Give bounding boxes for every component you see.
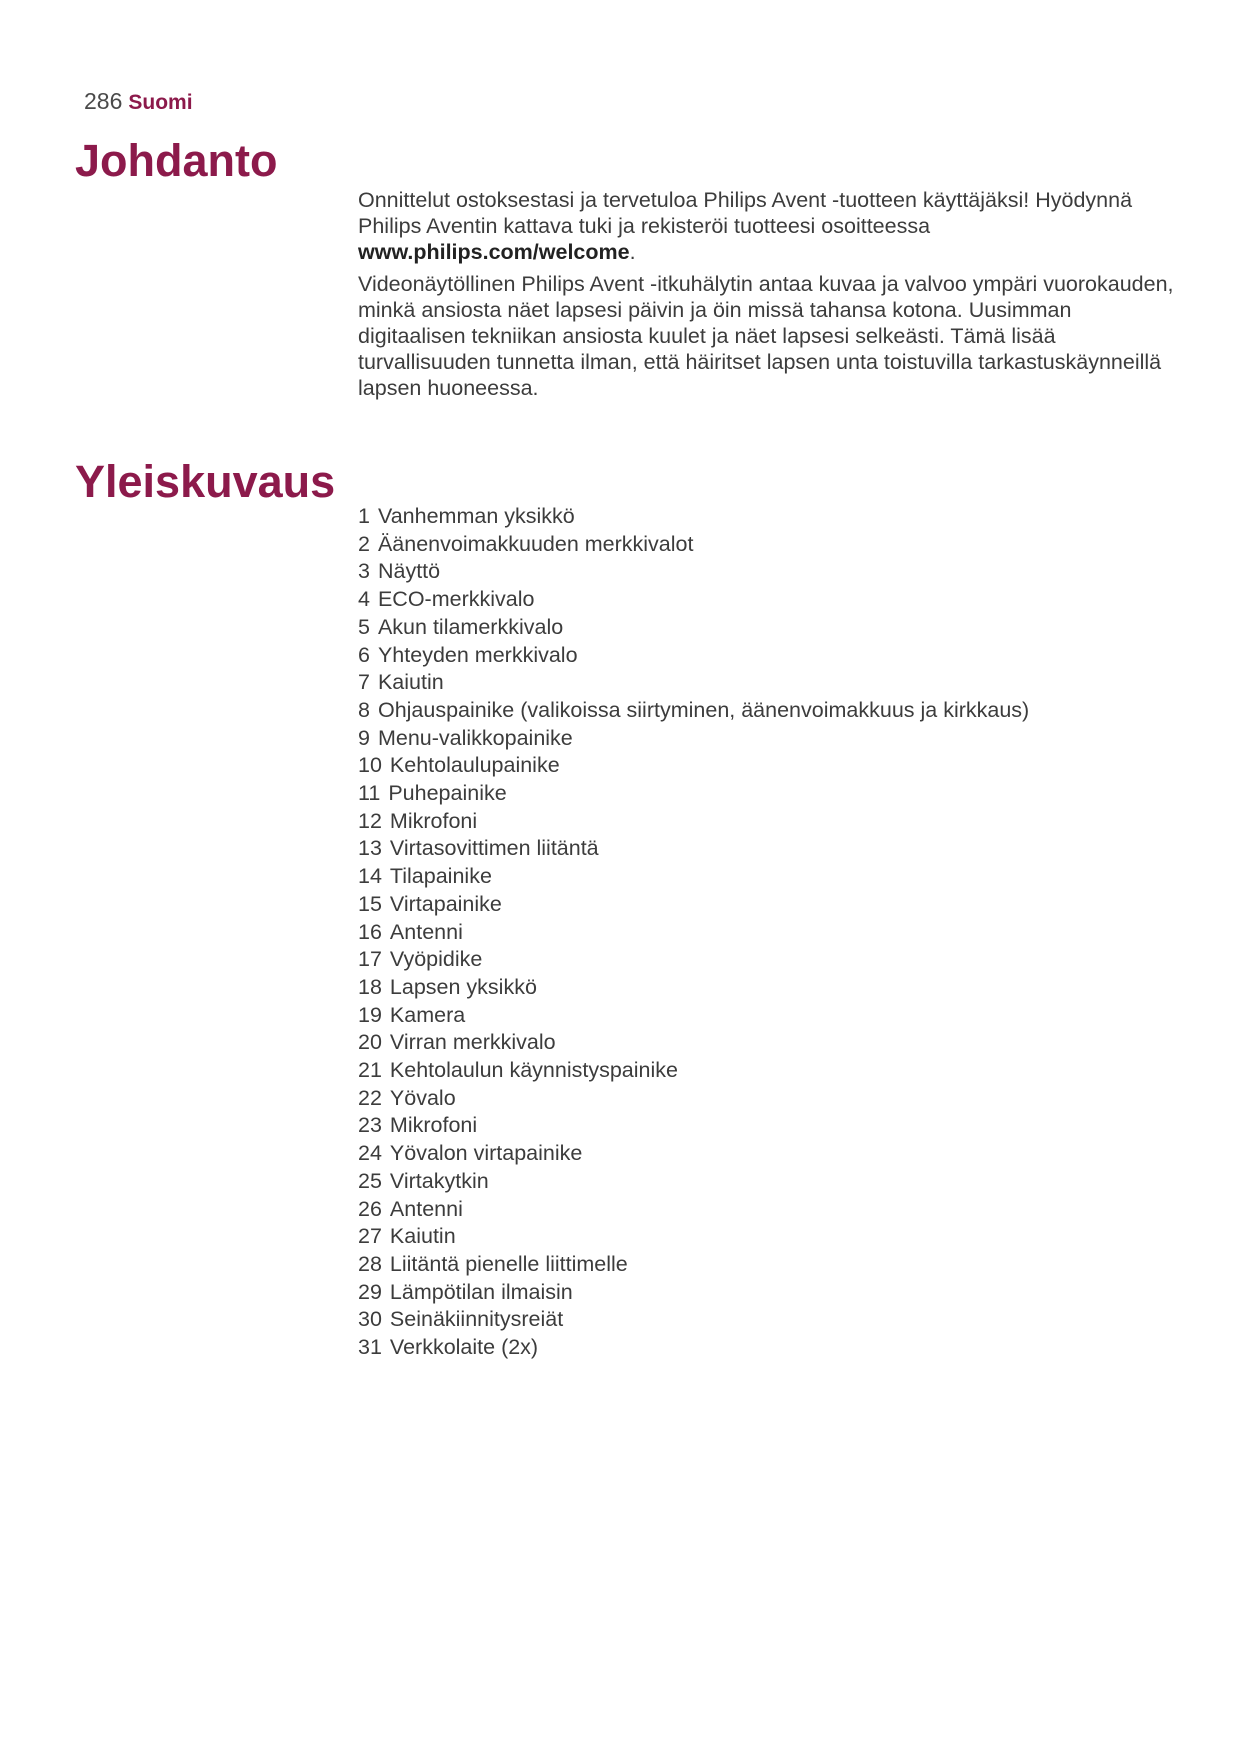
welcome-url-link[interactable]: www.philips.com/welcome: [358, 240, 630, 264]
list-item: [358, 1306, 1178, 1334]
list-item-number: 12: [358, 808, 382, 833]
list-item-label: Liitäntä pienelle liittimelle: [389, 1251, 628, 1276]
list-item: [358, 531, 1178, 559]
list-item-label: Yövalon virtapainike: [389, 1141, 583, 1166]
intro-body: [358, 187, 1178, 407]
list-item-number: 17: [358, 947, 382, 972]
list-item-number: 5: [358, 614, 370, 639]
list-item: [358, 669, 1178, 697]
list-item-number: 1: [358, 504, 370, 528]
list-item-label: Ohjauspainike (valikoissa siirtyminen, äänenvoimakkuus ja kirkkaus): [377, 697, 1030, 722]
list-item-label: Yövalo: [389, 1085, 456, 1110]
list-item: [358, 642, 1178, 670]
list-item-number: 30: [358, 1307, 382, 1332]
list-item-label: Kehtolaulupainike: [389, 753, 560, 778]
list-item: [358, 1029, 1178, 1057]
list-item-label: Virtasovittimen liitäntä: [389, 836, 599, 861]
list-item-label: Mikrofoni: [389, 1113, 478, 1138]
list-item-number: 28: [358, 1251, 382, 1276]
list-item-number: 9: [358, 725, 370, 750]
overview-heading: Yleiskuvaus: [75, 456, 336, 507]
list-item-label: Mikrofoni: [389, 808, 478, 833]
list-item-number: 18: [358, 974, 382, 999]
page-number: 286: [84, 88, 123, 114]
list-item: [358, 614, 1178, 642]
list-item-label: Yhteyden merkkivalo: [377, 642, 578, 667]
list-item-label: Virtakytkin: [389, 1168, 489, 1193]
list-item-label: Vyöpidike: [389, 947, 483, 972]
list-item-number: 2: [358, 531, 370, 556]
list-item-label: Kaiutin: [377, 670, 444, 695]
list-item: [358, 558, 1178, 586]
list-item-number: 11: [358, 781, 381, 806]
list-item: [358, 891, 1178, 919]
list-item-number: 31: [358, 1335, 382, 1360]
list-item-label: Vanhemman yksikkö: [377, 504, 575, 528]
list-item-label: Seinäkiinnitysreiät: [389, 1307, 564, 1332]
intro-paragraph-2: Videonäytöllinen Philips Avent -itkuhälytin antaa kuvaa ja valvoo ympäri vuorokauden, minkä ansiosta näet lapsesi päivin ja öin missä tahansa kotona. Uusimman digitaalisen tekniikan ansiosta kuulet ja näet lapsesi selkeästi. Tämä lisää turvallisuuden tunnetta ilman, että häiritset lapsen unta toistuvilla tarkastuskäynneillä lapsen huoneessa.: [358, 272, 1174, 400]
list-item-number: 29: [358, 1279, 382, 1304]
list-item: [358, 697, 1178, 725]
list-item: [358, 503, 1178, 531]
list-item: [358, 780, 1178, 808]
list-item: [358, 919, 1178, 947]
list-item-number: 6: [358, 642, 370, 667]
intro-paragraph-1: [358, 187, 1178, 265]
list-item-label: Antenni: [389, 919, 463, 944]
list-item: [358, 835, 1178, 863]
list-item-number: 8: [358, 697, 370, 722]
list-item: [358, 1002, 1178, 1030]
list-item-label: ECO-merkkivalo: [377, 587, 535, 612]
list-item: [358, 1112, 1178, 1140]
list-item-number: 23: [358, 1113, 382, 1138]
page-header: [84, 86, 193, 118]
list-item: [358, 808, 1178, 836]
list-item-number: 24: [358, 1141, 382, 1166]
list-item-number: 19: [358, 1002, 382, 1027]
list-item: [358, 1334, 1178, 1362]
intro-paragraph-1-text: Onnittelut ostoksestasi ja tervetuloa Philips Avent -tuotteen käyttäjäksi! Hyödynnä Philips Aventin kattava tuki ja rekisteröi tuotteesi osoitteessa: [358, 188, 1133, 238]
list-item-label: Lämpötilan ilmaisin: [389, 1279, 573, 1304]
list-item-number: 10: [358, 753, 382, 778]
list-item-number: 20: [358, 1030, 382, 1055]
list-item-number: 13: [358, 836, 382, 861]
list-item: [358, 1168, 1178, 1196]
list-item-label: Kamera: [389, 1002, 466, 1027]
list-item: [358, 863, 1178, 891]
list-item-number: 15: [358, 891, 382, 916]
list-item: [358, 946, 1178, 974]
list-item-number: 3: [358, 559, 370, 584]
list-item: [358, 1085, 1178, 1113]
list-item: [358, 1196, 1178, 1224]
list-item: [358, 1279, 1178, 1307]
list-item-number: 27: [358, 1224, 382, 1249]
parts-list: [358, 503, 1178, 1362]
list-item-label: Äänenvoimakkuuden merkkivalot: [377, 531, 694, 556]
list-item-label: Puhepainike: [388, 781, 507, 806]
list-item: [358, 725, 1178, 753]
list-item: [358, 586, 1178, 614]
list-item-number: 16: [358, 919, 382, 944]
list-item-number: 21: [358, 1058, 382, 1083]
list-item-label: Akun tilamerkkivalo: [377, 614, 564, 639]
list-item: [358, 1140, 1178, 1168]
list-item: [358, 1251, 1178, 1279]
list-item-number: 26: [358, 1196, 382, 1221]
list-item-number: 14: [358, 864, 382, 889]
list-item-number: 7: [358, 670, 370, 695]
list-item-number: 25: [358, 1168, 382, 1193]
list-item-label: Verkkolaite (2x): [389, 1335, 539, 1360]
list-item-label: Virran merkkivalo: [389, 1030, 556, 1055]
list-item-number: 4: [358, 587, 370, 612]
list-item-number: 22: [358, 1085, 382, 1110]
intro-heading: Johdanto: [75, 135, 278, 186]
list-item-label: Lapsen yksikkö: [389, 974, 537, 999]
list-item: [358, 1223, 1178, 1251]
list-item-label: Kaiutin: [389, 1224, 456, 1249]
list-item-label: Virtapainike: [389, 891, 502, 916]
list-item-label: Näyttö: [377, 559, 441, 584]
list-item-label: Kehtolaulun käynnistyspainike: [389, 1058, 678, 1083]
list-item: [358, 1057, 1178, 1085]
list-item-label: Antenni: [389, 1196, 463, 1221]
list-item: [358, 752, 1178, 780]
list-item-label: Menu-valikkopainike: [377, 725, 573, 750]
language-label: Suomi: [128, 91, 193, 114]
list-item: [358, 974, 1178, 1002]
list-item-label: Tilapainike: [389, 864, 492, 889]
intro-paragraph-1-end: .: [629, 240, 636, 264]
